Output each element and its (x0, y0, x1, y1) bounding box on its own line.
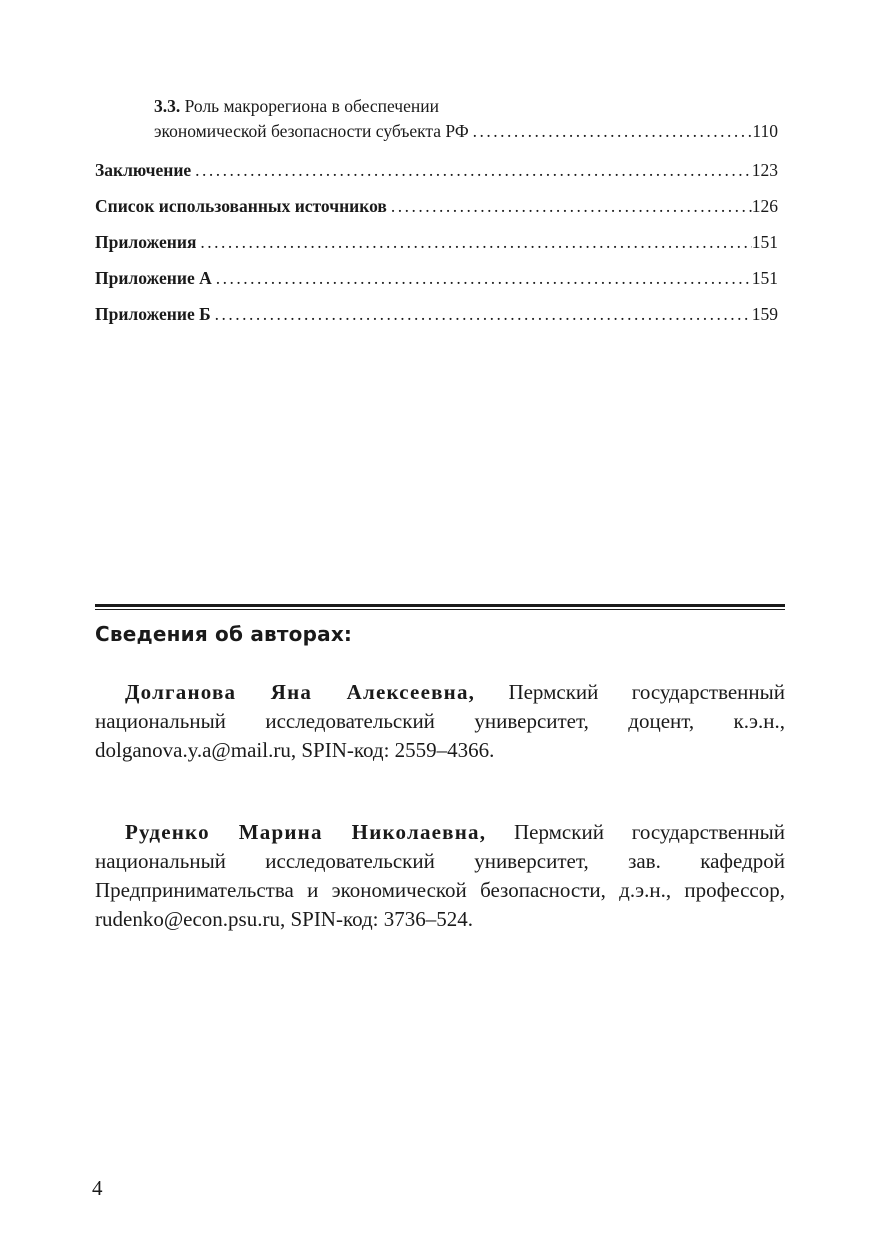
toc-page-number: 110 (752, 121, 778, 141)
toc-leader-dots (191, 152, 752, 188)
author-entry (95, 818, 785, 934)
table-of-contents (95, 94, 778, 332)
toc-leader-dots (469, 119, 753, 144)
toc-page-number: 126 (751, 196, 778, 216)
toc-page-number: 123 (751, 160, 778, 180)
toc-sub-number: 3.3. (154, 96, 181, 116)
toc-sub-title-line1: Роль макрорегиона в обеспечении (184, 96, 439, 116)
toc-page-number: 151 (751, 232, 778, 252)
page-number: 4 (92, 1176, 103, 1200)
toc-item-title: Приложения (95, 232, 197, 252)
author-name: Руденко Марина Николаевна, (125, 820, 487, 844)
author-details: Пермский государственный национальный исследовательский университет, зав. кафедрой Предпринимательства и экономической безопасности, д.э.н., профессор, rudenko@econ.psu.ru, SPIN-код: 3736–524. (95, 820, 786, 931)
toc-item-title: Приложение А (95, 268, 212, 288)
toc-sub-item[interactable] (95, 94, 778, 144)
toc-item-appendices[interactable] (95, 224, 778, 260)
toc-leader-dots (211, 296, 752, 332)
toc-leader-dots (387, 188, 752, 224)
toc-item-appendix-a[interactable] (95, 260, 778, 296)
toc-page-number: 159 (751, 304, 778, 324)
toc-page-number: 151 (751, 268, 778, 288)
section-divider-thick (95, 604, 785, 607)
toc-item-conclusion[interactable] (95, 152, 778, 188)
toc-sub-title-line2: экономической безопасности субъекта РФ (154, 121, 469, 141)
toc-item-references[interactable] (95, 188, 778, 224)
toc-leader-dots (196, 224, 751, 260)
toc-item-title: Список использованных источников (95, 196, 387, 216)
author-details: Пермский государственный национальный исследовательский университет, доцент, к.э.н., dolganova.y.a@mail.ru, SPIN-код: 2559–4366. (95, 680, 786, 762)
authors-heading: Сведения об авторах: (95, 622, 353, 646)
author-name: Долганова Яна Алексеевна, (125, 680, 476, 704)
toc-item-title: Заключение (95, 160, 192, 180)
toc-item-title: Приложение Б (95, 304, 211, 324)
author-entry (95, 678, 785, 765)
section-divider-thin (95, 609, 785, 610)
toc-item-appendix-b[interactable] (95, 296, 778, 332)
toc-leader-dots (212, 260, 752, 296)
